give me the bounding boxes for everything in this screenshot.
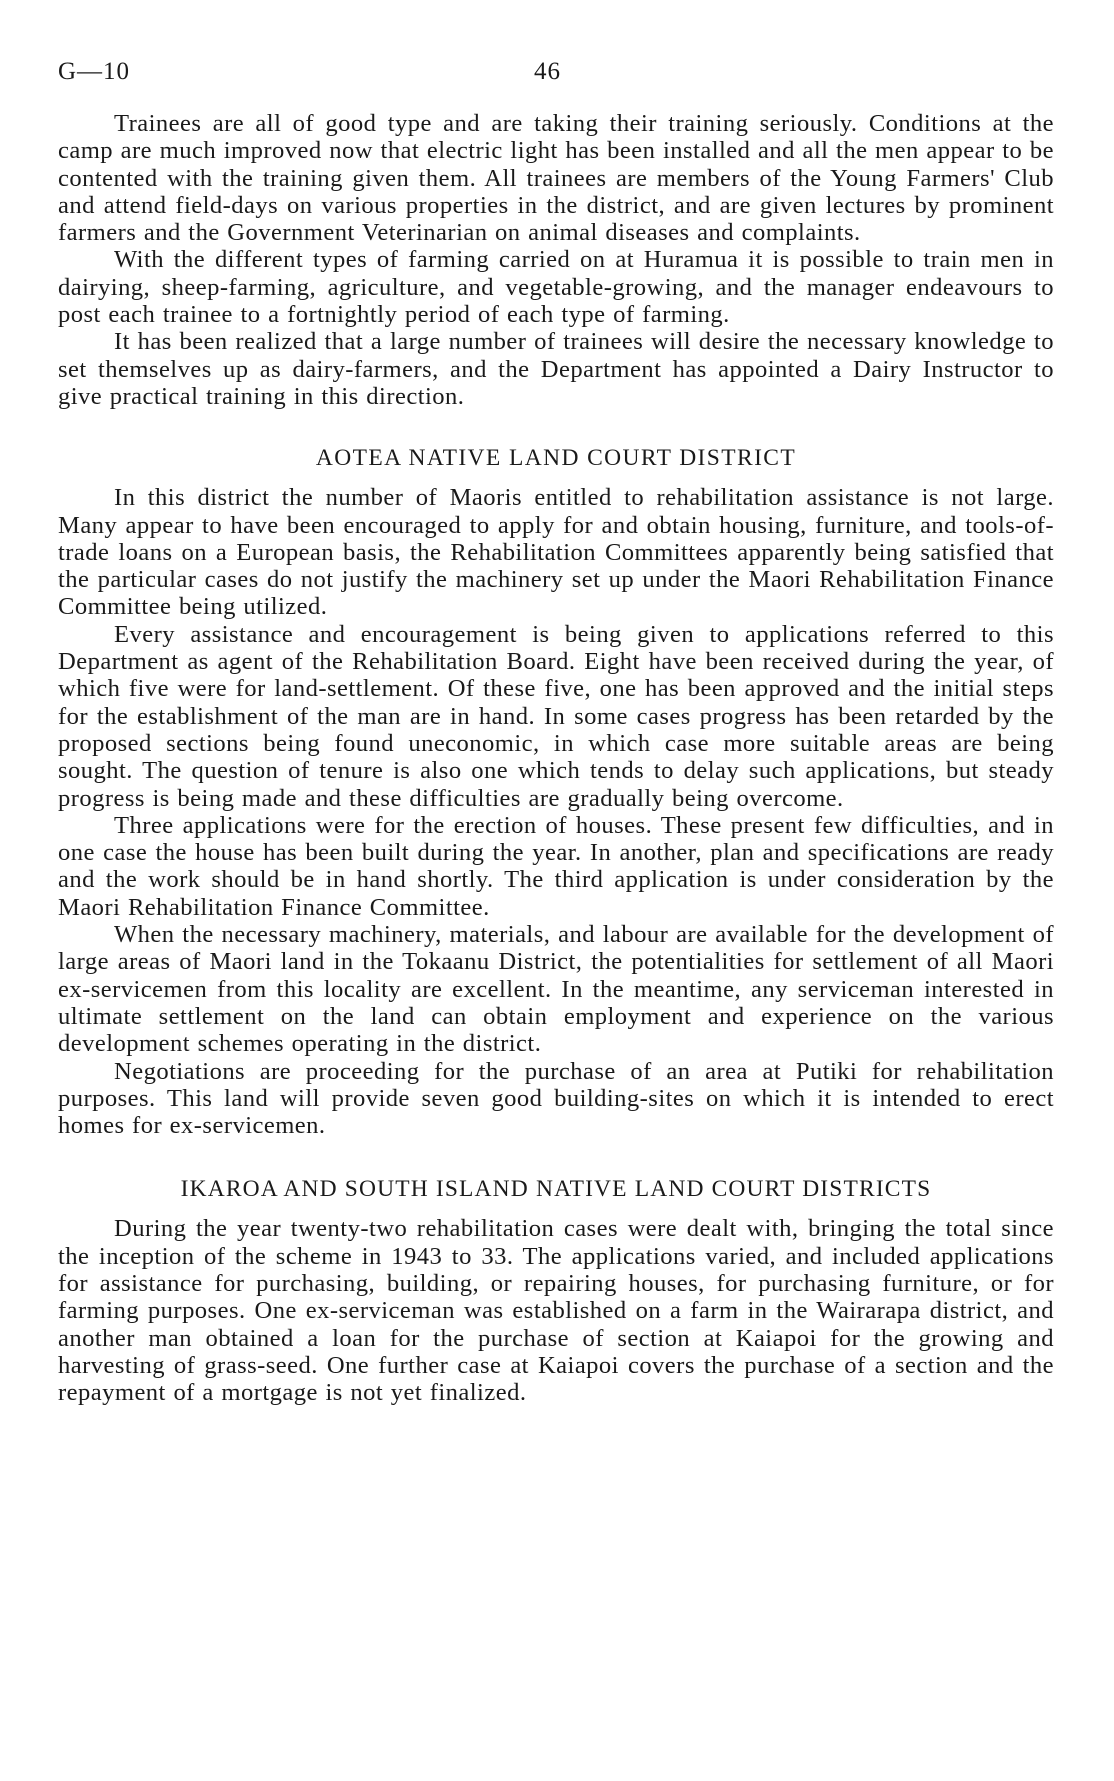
paragraph: It has been realized that a large number of trainees will desire the necessary knowledge to set themselves up as dairy-farmers, and the Department has appointed a Dairy Instructor to give practical training in this direction. <box>58 328 1054 410</box>
paragraph: Every assistance and encouragement is being given to applications referred to this Department as agent of the Rehabilitation Board. Eight have been received during the year, of which five were for land-settlement. Of these five, one has been approved and the initial steps for the establishment of the man are in hand. In some cases progress has been retarded by the proposed sections being found uneconomic, in which case more suitable areas are being sought. The question of tenure is also one which tends to delay such applications, but steady progress is being made and these difficulties are gradually being overcome. <box>58 620 1054 812</box>
running-header <box>58 58 1054 98</box>
paragraph: During the year twenty-two rehabilitation cases were dealt with, bringing the total since the inception of the scheme in 1943 to 33. The applications varied, and included applications for assistance for purchasing, building, or repairing houses, for purchasing furniture, or for farming purposes. One ex-serviceman was established on a farm in the Wairarapa district, and another man obtained a loan for the purchase of section at Kaiapoi for the growing and harvesting of grass-seed. One further case at Kaiapoi covers the purchase of a section and the repayment of a mortgage is not yet finalized. <box>58 1215 1054 1407</box>
section-heading: AOTEA NATIVE LAND COURT DISTRICT <box>315 445 797 472</box>
paragraph: Three applications were for the erection of houses. These present few difficulties, and in one case the house has been built during the year. In another, plan and specifications are ready and the work should be in hand shortly. The third application is under consideration by the Maori Rehabilitation Finance Committee. <box>58 811 1054 921</box>
section-heading: IKAROA AND SOUTH ISLAND NATIVE LAND COURT DISTRICTS <box>180 1176 932 1203</box>
paragraph: In this district the number of Maoris entitled to rehabilitation assistance is not large. Many appear to have been encouraged to apply for and obtain housing, furniture, and tools-of-trade loans on a European basis, the Rehabilitation Committees apparently being satisfied that the particular cases do not justify the machinery set up under the Maori Rehabilitation Finance Committee being utilized. <box>58 484 1054 621</box>
aotea-section <box>58 444 1054 1139</box>
intro-section <box>58 110 1054 410</box>
page-body <box>58 110 1054 1406</box>
paragraph: When the necessary machinery, materials, and labour are available for the development of large areas of Maori land in the Tokaanu District, the potentialities for settlement of all Maori ex-servicemen from this locality are excellent. In the meantime, any serviceman interested in ultimate settlement on the land can obtain employment and experience on the various development schemes operating in the district. <box>58 921 1054 1058</box>
document-code: G—10 <box>58 58 131 85</box>
ikaroa-section <box>58 1175 1054 1406</box>
paragraph: Negotiations are proceeding for the purchase of an area at Putiki for rehabilitation purposes. This land will provide seven good building-sites on which it is intended to erect homes for ex-servicemen. <box>58 1057 1054 1140</box>
page-number: 46 <box>534 58 561 85</box>
paragraph: Trainees are all of good type and are taking their training seriously. Conditions at the camp are much improved now that electric light has been installed and all the men appear to be contented with the training given them. All trainees are members of the Young Farmers' Club and attend field-days on various properties in the district, and are given lectures by prominent farmers and the Government Veterinarian on animal diseases and complaints. <box>58 110 1054 247</box>
paragraph: With the different types of farming carried on at Huramua it is possible to train men in dairying, sheep-farming, agriculture, and vegetable-growing, and the manager endeavours to post each trainee to a fortnightly period of each type of farming. <box>58 246 1054 329</box>
